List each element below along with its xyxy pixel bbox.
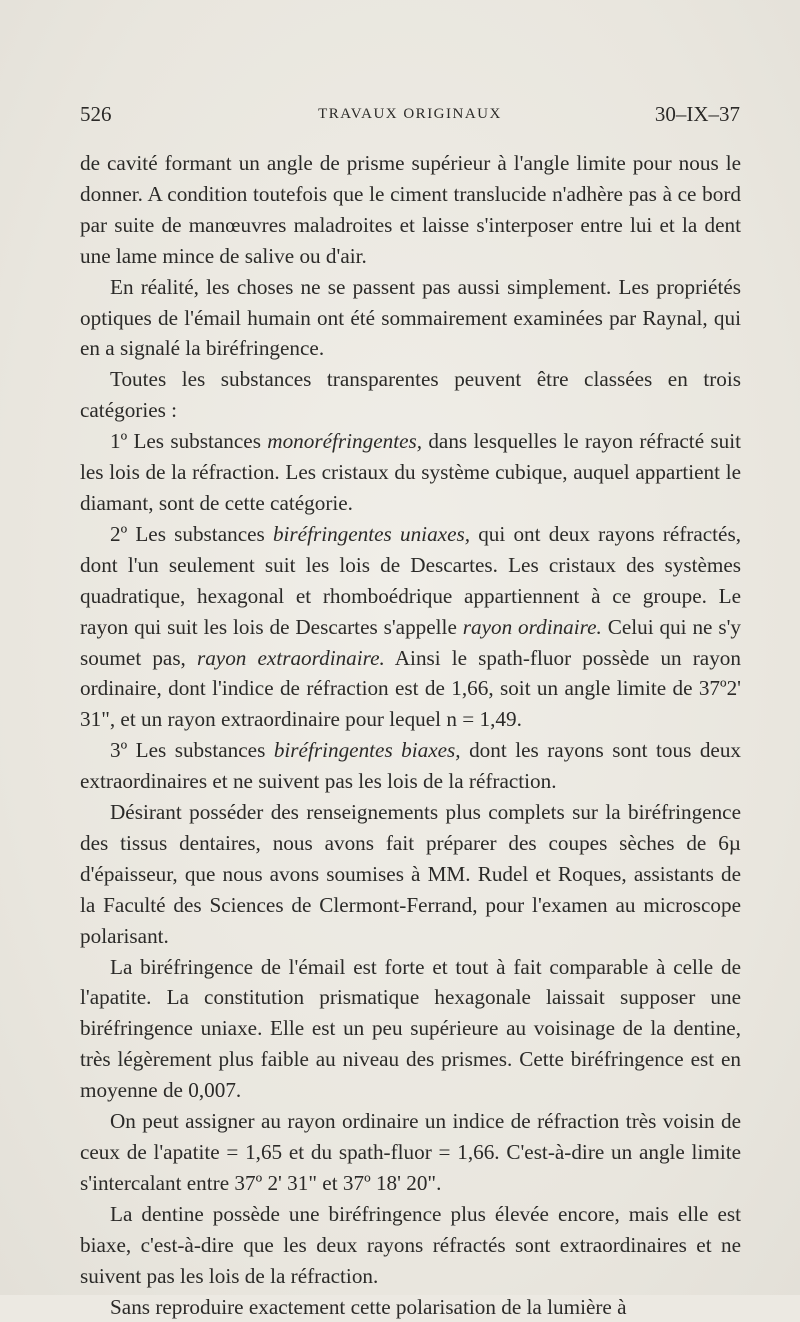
paragraph-10: La dentine possède une biréfringence plus élevée encore, mais elle est biaxe, c'est-à-dire que les deux rayons réfractés sont extraordinaires et ne suivent pas les lois de la réfraction.: [80, 1201, 741, 1288]
italic-term: biréfringentes biaxes,: [273, 738, 461, 763]
body-text: [80, 148, 741, 1322]
page-header: [80, 102, 740, 132]
paragraph-2: En réalité, les choses ne se passent pas aussi simplement. Les propriétés optiques de l'émail humain ont été sommairement examinées par Raynal, qui en a signalé la biréfringence.: [80, 274, 741, 361]
text-run: 1º Les substances: [110, 429, 268, 454]
italic-term: rayon extraordinaire.: [196, 645, 385, 670]
running-title: TRAVAUX ORIGINAUX: [318, 106, 502, 122]
paragraph-11: Sans reproduire exactement cette polarisation de la lumière à: [110, 1294, 627, 1319]
paragraph-3: Toutes les substances transparentes peuvent être classées en trois catégories :: [80, 367, 741, 423]
paragraph-5: [80, 519, 741, 735]
text-run: Celui qui ne s'y soumet pas,: [80, 614, 741, 670]
paragraph-4: [80, 426, 741, 519]
paragraph-9: On peut assigner au rayon ordinaire un indice de réfraction très voisin de ceux de l'apatite = 1,65 et du spath-fluor = 1,66. C'est-à-dire un angle limite s'intercalant entre 37º 2' 31" et 37º 18' 20".: [80, 1109, 741, 1195]
italic-term: monoréfringentes,: [267, 429, 423, 454]
page-number: 526: [80, 102, 112, 126]
paragraph-6: [80, 735, 741, 797]
paragraph-7: Désirant posséder des renseignements plus complets sur la biréfringence des tissus dentaires, nous avons fait préparer des coupes sèches de 6µ d'épaisseur, que nous avons soumises à MM. Rudel et Roques, assistants de la Faculté des Sciences de Clermont-Ferrand, pour l'examen au microscope polarisant.: [80, 800, 741, 948]
italic-term: rayon ordinaire.: [462, 614, 602, 639]
paragraph-8: La biréfringence de l'émail est forte et tout à fait comparable à celle de l'apatite. La constitution prismatique hexagonale laissait supposer une biréfringence uniaxe. Elle est un peu supérieure au voisinage de la dentine, très légèrement plus faible au niveau des prismes. Cette biréfringence est en moyenne de 0,007.: [80, 954, 741, 1103]
text-run: dans lesquelles le rayon réfracté suit les lois de la réfraction. Les cristaux du système cubique, auquel appartient le diamant, sont de cette catégorie.: [80, 429, 742, 515]
text-run: 3º Les substances: [110, 738, 274, 763]
italic-term: biréfringentes uniaxes,: [272, 521, 471, 546]
text-run: 2º Les substances: [110, 521, 273, 546]
text-run: dont les rayons sont tous deux extraordinaires et ne suivent pas les lois de la réfraction.: [80, 738, 742, 794]
text-run: qui ont deux rayons réfractés, dont l'un seulement suit les lois de Descartes. Les cristaux des systèmes quadratique, hexagonal et rhomboédrique appartiennent à ce groupe. Le rayon qui suit les lois de Descartes s'appelle: [80, 521, 741, 639]
text-run: Ainsi le spath-fluor possède un rayon ordinaire, dont l'indice de réfraction est de 1,66, soit un angle limite de 37º2' 31", et un rayon extraordinaire pour lequel n = 1,49.: [80, 645, 741, 732]
header-date: 30–IX–37: [654, 102, 740, 126]
paragraph-1: de cavité formant un angle de prisme supérieur à l'angle limite pour nous le donner. A condition toutefois que le ciment translucide n'adhère pas à ce bord par suite de manœuvres maladroites et laisse s'interposer entre lui et la dent une lame mince de salive ou d'air.: [80, 151, 741, 268]
